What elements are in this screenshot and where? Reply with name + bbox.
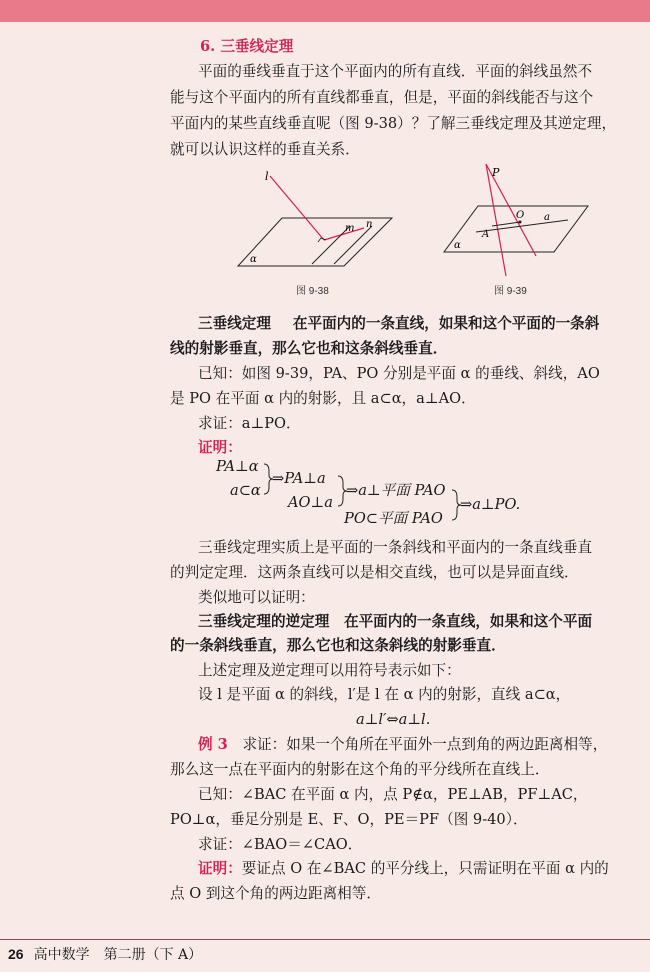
proof2-text-1: 要证点 O 在∠BAC 的平分线上，只需证明在平面 α 内的 (241, 860, 609, 877)
label-A: A (482, 229, 490, 240)
symbolic-statement: 上述定理及逆定理可以用符号表示如下： (198, 662, 461, 679)
prove-statement: 求证：a⊥PO． (198, 415, 301, 432)
proof-r1: PA⊥α (216, 458, 259, 475)
label-n: n (366, 219, 373, 230)
intro-line-2: 能与这个平面内的所有直线都垂直，但是，平面的斜线能否与这个 (170, 89, 594, 106)
theorem (198, 314, 599, 334)
proof-r2: a⊂α (230, 482, 261, 499)
intro-line-1: 平面的垂线垂直于这个平面内的所有直线．平面的斜线虽然不 (198, 63, 593, 80)
label-a: a (544, 212, 550, 223)
label-P: P (492, 166, 500, 179)
figure-9-39-caption: 图 9-39 (494, 286, 527, 297)
label-m: m (345, 223, 355, 234)
converse-theorem (198, 612, 592, 632)
projection-line (324, 228, 364, 240)
perpendicular-PA (486, 164, 506, 276)
intro-line-3: 平面内的某些直线垂直呢（图 9-38）？了解三垂线定理及其逆定理， (170, 115, 617, 132)
set-statement: 设 l 是平面 α 的斜线，l′是 l 在 α 内的射影，直线 a⊂α， (198, 686, 571, 703)
slant-line-l (270, 176, 324, 240)
figure-9-38-caption: 图 9-38 (296, 286, 329, 297)
intro-line-4: 就可以认识这样的垂直关系． (170, 141, 360, 158)
proof-t2: PO⊂平面 PAO (344, 510, 443, 527)
similar-statement: 类似地可以证明： (198, 589, 315, 606)
theorem-text-1: 在平面内的一条直线，如果和这个平面的一条斜 (292, 315, 600, 332)
theorem-text-2: 线的射影垂直，那么它也和这条斜线垂直． (170, 340, 448, 357)
converse-text-1: 在平面内的一条直线，如果和这个平面 (343, 613, 593, 630)
label-alpha: α (454, 240, 461, 251)
label-l: l (265, 170, 269, 183)
given-line-1: 已知：如图 9-39，PA、PO 分别是平面 α 的垂线、斜线，AO (198, 365, 600, 382)
label-alpha: α (250, 254, 257, 265)
proof-s2: AO⊥a (288, 494, 333, 511)
converse-text-2: 的一条斜线垂直，那么它也和这条斜线的射影垂直． (170, 637, 506, 654)
proof-t1: ⇒a⊥平面 PAO (346, 482, 446, 499)
remark-line-2: 的判定定理．这两条直线可以是相交直线，也可以是异面直线． (170, 564, 579, 581)
remark-line-1: 三垂线定理实质上是平面的一条斜线和平面内的一条直线垂直 (198, 539, 593, 556)
proof2 (198, 859, 609, 879)
page-number: 26 (8, 946, 24, 962)
example-text-1: 求证：如果一个角所在平面外一点到角的两边距离相等， (242, 736, 608, 753)
proof-u1: ⇒a⊥PO. (460, 496, 521, 513)
top-color-band (0, 0, 650, 22)
example-3 (198, 735, 607, 755)
page-footer (8, 944, 202, 964)
converse-title: 三垂线定理的逆定理 (198, 613, 330, 630)
proof-s1: ⇒PA⊥a (272, 470, 326, 487)
given2-line-1: 已知：∠BAC 在平面 α 内，点 P∉α，PE⊥AB，PF⊥AC， (198, 786, 588, 803)
formula: a⊥l′⇔a⊥l. (356, 711, 431, 728)
prove2-statement: 求证：∠BAO＝∠CAO． (198, 836, 363, 853)
given-line-2: 是 PO 在平面 α 内的射影，且 a⊂α，a⊥AO． (170, 390, 476, 407)
proof-label: 证明： (198, 439, 242, 456)
label-O: O (516, 210, 525, 221)
proof2-text-2: 点 O 到这个角的两边距离相等． (170, 885, 381, 902)
example-label: 例 3 (198, 736, 228, 753)
theorem-title: 三垂线定理 (198, 315, 271, 332)
figure-9-38 (232, 168, 402, 278)
proof2-label: 证明： (198, 860, 242, 877)
given2-line-2: PO⊥α，垂足分别是 E、F、O，PE＝PF（图 9-40）． (170, 811, 528, 828)
book-title: 高中数学 第二册（下 A） (33, 947, 203, 963)
section-title: 6. 三垂线定理 (200, 38, 294, 55)
figure-9-39 (440, 160, 600, 280)
example-text-2: 那么这一点在平面内的射影在这个角的平分线所在直线上． (170, 761, 550, 778)
